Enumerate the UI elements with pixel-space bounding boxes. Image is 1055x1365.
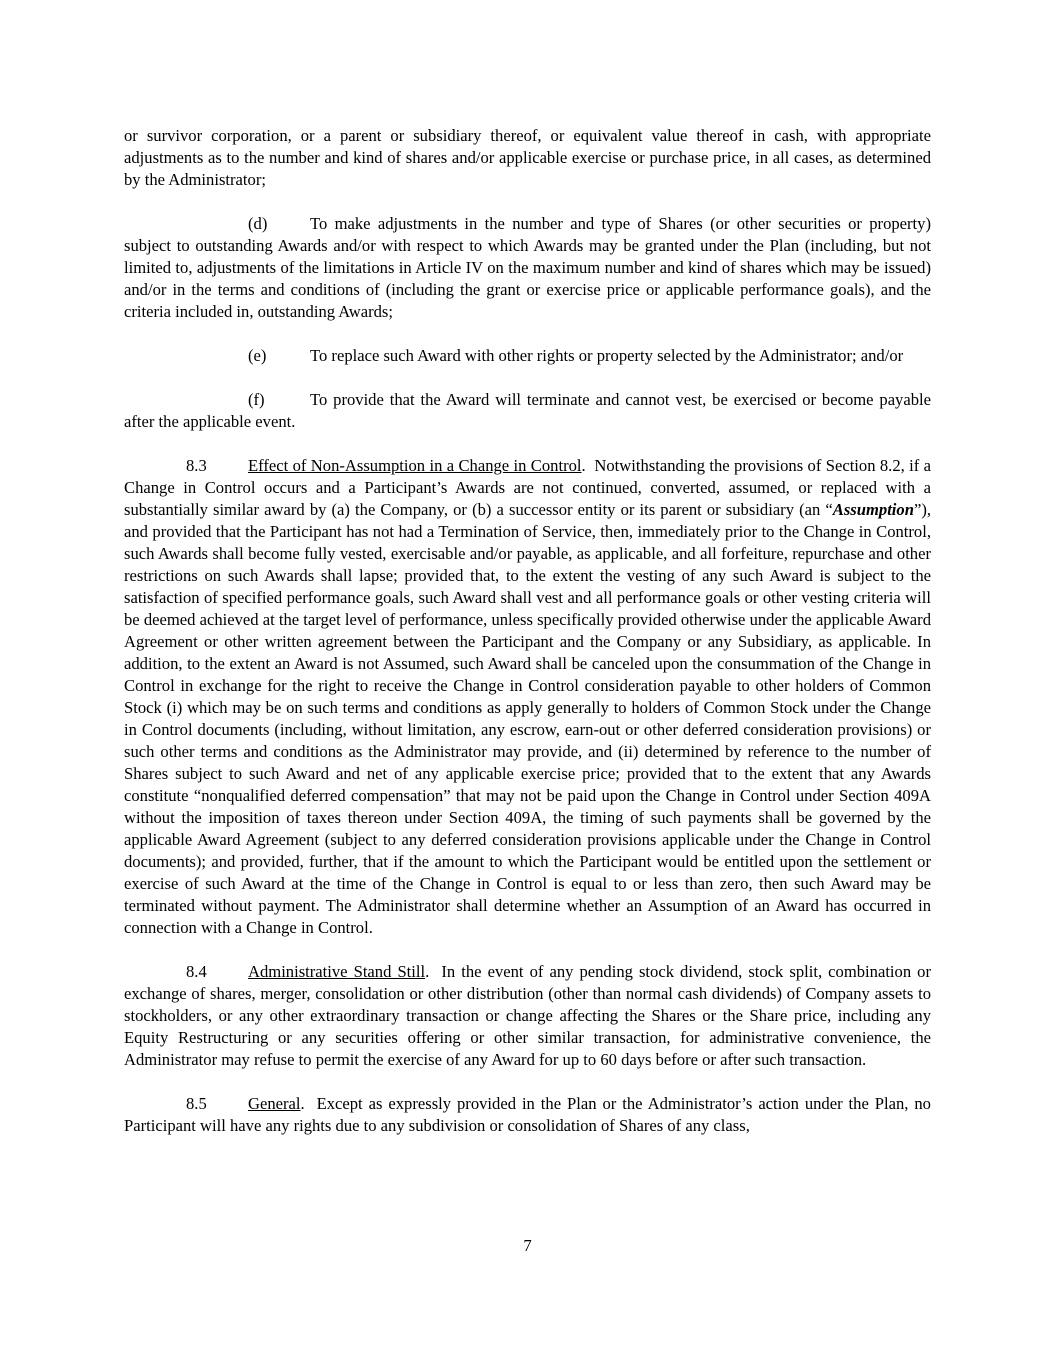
- section-8-3: 8.3 Effect of Non-Assumption in a Change in Control. Notwithstanding the provisions of Section 8.2, if a Change in Control occurs and a Participant’s Awards are not continued, converted, assumed, or replaced with a substantially similar award by (a) the Company, or (b) a successor entity or its parent or subsidiary (an “Assumption”), and provided that the Participant has not had a Termination of Service, then, immediately prior to the Change in Control, such Awards shall become fully vested, exercisable and/or payable, as applicable, and all forfeiture, repurchase and other restrictions on such Awards shall lapse; provided that, to the extent the vesting of any such Award is subject to the satisfaction of specified performance goals, such Award shall vest and all performance goals or other vesting criteria will be deemed achieved at the target level of performance, unless specifically provided otherwise under the applicable Award Agreement or other written agreement between the Participant and the Company or any Subsidiary, as applicable. In addition, to the extent an Award is not Assumed, such Award shall be canceled upon the consummation of the Change in Control in exchange for the right to receive the Change in Control consideration payable to other holders of Common Stock (i) which may be on such terms and conditions as apply generally to holders of Common Stock under the Change in Control documents (including, without limitation, any escrow, earn-out or other deferred consideration provisions) or such other terms and conditions as the Administrator may provide, and (ii) determined by reference to the number of Shares subject to such Award and net of any applicable exercise price; provided that to the extent that any Awards constitute “nonqualified deferred compensation” that may not be paid upon the Change in Control under Section 409A without the imposition of taxes thereon under Section 409A, the timing of such payments shall be governed by the applicable Award Agreement (subject to any deferred consideration provisions applicable under the Change in Control documents); and provided, further, that if the amount to which the Participant would be entitled upon the settlement or exercise of such Award at the time of the Change in Control is equal to or less than zero, then such Award may be terminated without payment. The Administrator shall determine whether an Assumption of an Award has occurred in connection with a Change in Control.: [124, 456, 931, 937]
- item-label: (f): [248, 390, 265, 409]
- item-label: (e): [248, 346, 267, 365]
- section-text: In the event of any pending stock dividend, stock split, combination or exchange of shares, merger, consolidation or other distribution (other than normal cash dividends) of Company assets to stockholders, or any other extraordinary transaction or change affecting the Shares or the Share price, including any Equity Restructuring or any securities offering or other similar transaction, for administrative convenience, the Administrator may refuse to permit the exercise of any Award for up to 60 days before or after such transaction.: [124, 962, 932, 1069]
- section-text-before-term: Notwithstanding the provisions of Section 8.2, if a Change in Control occurs and a Participant’s Awards are not continued, converted, assumed, or replaced with a substantially similar award by (a) the Company, or (b) a successor entity or its parent or subsidiary (an “: [124, 456, 931, 519]
- page-number: 7: [523, 1236, 532, 1255]
- section-heading: Administrative Stand Still: [248, 962, 426, 981]
- item-text: To provide that the Award will terminate and cannot vest, be exercised or become payable after the applicable event.: [124, 390, 931, 431]
- section-text: Except as expressly provided in the Plan or the Administrator’s action under the Plan, no Participant will have any rights due to any subdivision or consolidation of Shares of any class,: [124, 1094, 931, 1135]
- section-text-after-term: ”), and provided that the Participant has not had a Termination of Service, then, immediately prior to the Change in Control, such Awards shall become fully vested, exercisable and/or payable, as applicable, and all forfeiture, repurchase and other restrictions on such Awards shall lapse; provided that, to the extent the vesting of any such Award is subject to the satisfaction of specified performance goals, such Award shall vest and all performance goals or other vesting criteria will be deemed achieved at the target level of performance, unless specifically provided otherwise under the applicable Award Agreement or other written agreement between the Participant and the Company or any Subsidiary, as applicable. In addition, to the extent an Award is not Assumed, such Award shall be canceled upon the consummation of the Change in Control in exchange for the right to receive the Change in Control consideration payable to other holders of Common Stock (i) which may be on such terms and conditions as apply generally to holders of Common Stock under the Change in Control documents (including, without limitation, any escrow, earn-out or other deferred consideration provisions) or such other terms and conditions as the Administrator may provide, and (ii) determined by reference to the number of Shares subject to such Award and net of any applicable exercise price; provided that to the extent that any Awards constitute “nonqualified deferred compensation” that may not be paid upon the Change in Control under Section 409A without the imposition of taxes thereon under Section 409A, the timing of such payments shall be governed by the applicable Award Agreement (subject to any deferred consideration provisions applicable under the Change in Control documents); and provided, further, that if the amount to which the Participant would be entitled upon the settlement or exercise of such Award at the time of the Change in Control is equal to or less than zero, then such Award may be terminated without payment. The Administrator shall determine whether an Assumption of an Award has occurred in connection with a Change in Control.: [124, 500, 931, 937]
- section-8-5: 8.5 General. Except as expressly provided in the Plan or the Administrator’s action under the Plan, no Participant will have any rights due to any subdivision or consolidation of Shares of any class,: [124, 1094, 931, 1135]
- section-heading: General: [248, 1094, 301, 1113]
- section-number: 8.4: [186, 962, 207, 981]
- section-8-4: 8.4 Administrative Stand Still. In the event of any pending stock dividend, stock split, combination or exchange of shares, merger, consolidation or other distribution (other than normal cash dividends) of Company assets to stockholders, or any other extraordinary transaction or change affecting the Shares or the Share price, including any Equity Restructuring or any securities offering or other similar transaction, for administrative convenience, the Administrator may refuse to permit the exercise of any Award for up to 60 days before or after such transaction.: [124, 962, 932, 1069]
- defined-term: Assumption: [832, 500, 914, 519]
- section-heading: Effect of Non-Assumption in a Change in Control: [248, 456, 582, 475]
- list-item-e: [124, 345, 931, 367]
- section-number: 8.5: [186, 1094, 207, 1113]
- item-text: To make adjustments in the number and type of Shares (or other securities or property) subject to outstanding Awards and/or with respect to which Awards may be granted under the Plan (including, but not limited to, adjustments of the limitations in Article IV on the maximum number and kind of shares which may be issued) and/or in the terms and conditions of (including the grant or exercise price or applicable performance goals), and the criteria included in, outstanding Awards;: [124, 214, 931, 321]
- list-item-d: [124, 213, 931, 323]
- item-text: To replace such Award with other rights or property selected by the Administrator; and/or: [310, 346, 904, 365]
- document-page: [124, 125, 931, 1137]
- continued-paragraph: or survivor corporation, or a parent or subsidiary thereof, or equivalent value thereof in cash, with appropriate adjustments as to the number and kind of shares and/or applicable exercise or purchase price, in all cases, as determined by the Administrator;: [124, 126, 931, 189]
- list-item-f: [124, 389, 931, 433]
- section-number: 8.3: [186, 456, 207, 475]
- item-label: (d): [248, 214, 268, 233]
